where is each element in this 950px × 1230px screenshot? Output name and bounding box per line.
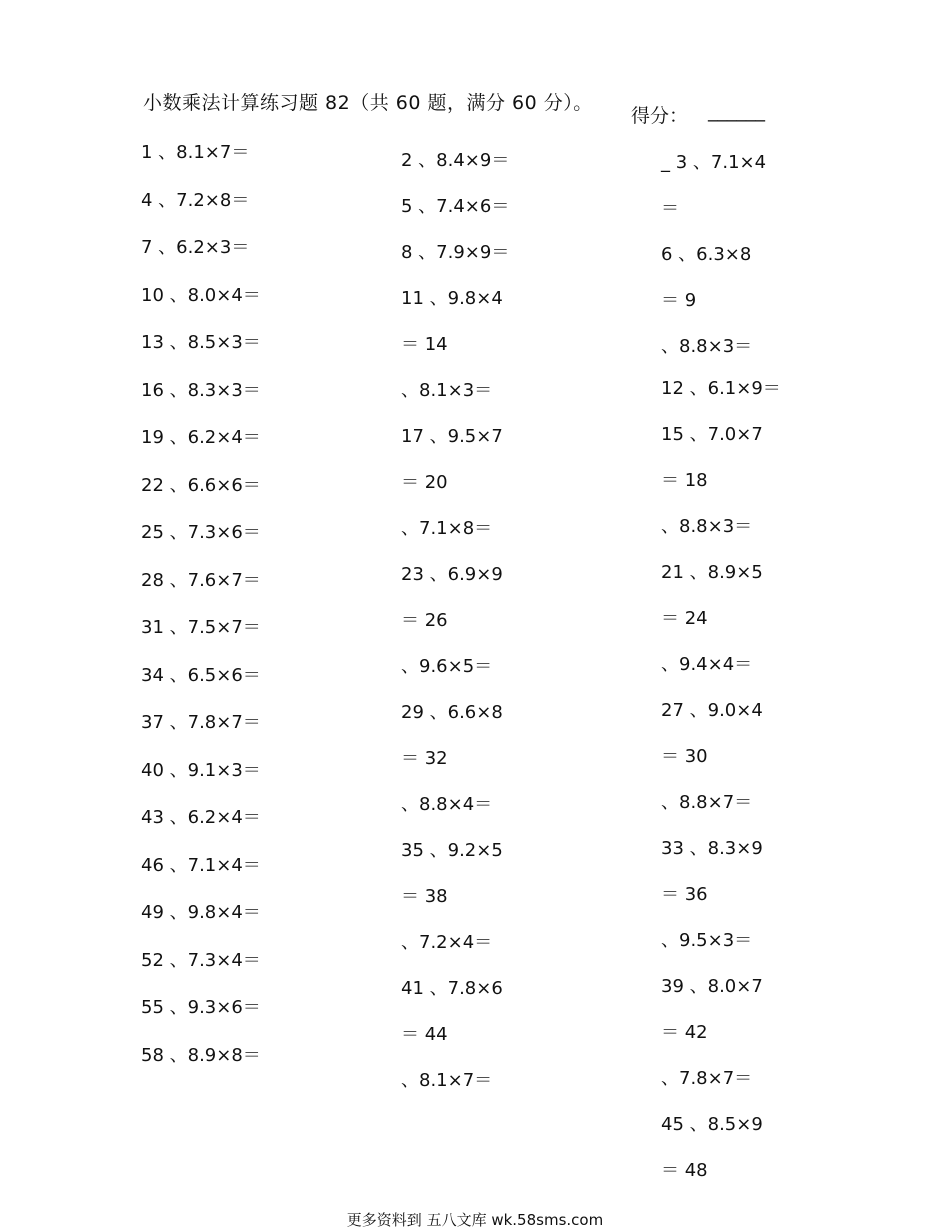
problem-line: 、7.1×8＝ (401, 518, 493, 539)
problem-line: 、8.8×7＝ (661, 792, 753, 813)
problem-line: 33 、8.3×9 (661, 838, 763, 859)
problem-line: 46 、7.1×4＝ (141, 854, 261, 876)
problem-line: 41 、7.8×6 (401, 978, 503, 999)
problem-line: 6 、6.3×8 (661, 244, 752, 265)
problem-line: 52 、7.3×4＝ (141, 949, 261, 971)
problem-line: ＝ 14 (401, 334, 448, 355)
problem-line: 23 、6.9×9 (401, 564, 503, 585)
problem-line: ＝ 24 (661, 608, 708, 629)
problem-line: 39 、8.0×7 (661, 976, 763, 997)
problem-line: 12 、6.1×9＝ (661, 378, 781, 399)
problem-line: ＝ 20 (401, 472, 448, 493)
problem-line: 25 、7.3×6＝ (141, 522, 261, 543)
problem-line: 7 、6.2×3＝ (141, 237, 250, 258)
problem-line: 22 、6.6×6＝ (141, 474, 261, 496)
problem-line: 11 、9.8×4 (401, 288, 503, 309)
problem-line: 、8.1×7＝ (401, 1070, 493, 1091)
problem-line: 13 、8.5×3＝ (141, 332, 261, 353)
problem-line: 49 、9.8×4＝ (141, 902, 261, 923)
problem-line: 10 、8.0×4＝ (141, 284, 261, 306)
problem-line: 31 、7.5×7＝ (141, 617, 261, 638)
problem-line: 、9.5×3＝ (661, 930, 753, 951)
page-title: 小数乘法计算练习题 82（共 60 题，满分 60 分）。 (143, 92, 593, 114)
problem-line: 4 、7.2×8＝ (141, 189, 250, 211)
problem-line: ＝ 26 (401, 610, 448, 631)
problem-line: ＝ 38 (401, 886, 448, 907)
problem-line: 28 、7.6×7＝ (141, 569, 261, 591)
problem-line: ＝ 9 (661, 290, 697, 311)
footer-note: 更多资料到 五八文库 wk.58sms.com (346, 1211, 604, 1229)
problem-line: 8 、7.9×9＝ (401, 242, 510, 263)
problem-line: _ 3 、7.1×4 (661, 152, 767, 173)
problem-line: 、7.8×7＝ (661, 1068, 753, 1089)
problem-line: 16 、8.3×3＝ (141, 379, 261, 401)
problem-line: 43 、6.2×4＝ (141, 807, 261, 828)
problem-line: 、8.8×4＝ (401, 794, 493, 815)
problem-line: 58 、8.9×8＝ (141, 1044, 261, 1066)
problem-line: ＝ 48 (661, 1160, 708, 1181)
problem-line: 、8.1×3＝ (401, 380, 493, 401)
score-blank: ______ (708, 100, 765, 122)
problem-line: 17 、9.5×7 (401, 426, 503, 447)
problem-line: 27 、9.0×4 (661, 700, 763, 721)
problem-line: 21 、8.9×5 (661, 562, 763, 583)
problem-line: 45 、8.5×9 (661, 1114, 763, 1135)
problem-line: ＝ 44 (401, 1024, 448, 1045)
problem-line: 55 、9.3×6＝ (141, 997, 261, 1018)
problem-line: 15 、7.0×7 (661, 424, 763, 445)
problem-line: 、9.4×4＝ (661, 654, 753, 675)
problem-line: 19 、6.2×4＝ (141, 427, 261, 448)
problem-line: ＝ 42 (661, 1022, 708, 1043)
problem-line: 40 、9.1×3＝ (141, 759, 261, 781)
problem-line: ＝ 30 (661, 746, 708, 767)
problem-line: 2 、8.4×9＝ (401, 150, 510, 171)
problem-line: 、8.8×3＝ (661, 516, 753, 537)
problem-line: 、8.8×3＝ (661, 336, 753, 357)
score-label: 得分： (631, 105, 689, 127)
problem-line: 5 、7.4×6＝ (401, 196, 510, 217)
problem-line: 34 、6.5×6＝ (141, 664, 261, 686)
problem-line: 29 、6.6×8 (401, 702, 503, 723)
problem-line: 1 、8.1×7＝ (141, 142, 250, 163)
problem-line: 35 、9.2×5 (401, 840, 503, 861)
problem-line: ＝ 32 (401, 748, 448, 769)
problem-line: 、7.2×4＝ (401, 932, 493, 953)
problem-line: ＝ 36 (661, 884, 708, 905)
problem-line: ＝ 18 (661, 470, 708, 491)
problem-line: ＝ (661, 198, 679, 219)
problem-line: 37 、7.8×7＝ (141, 712, 261, 733)
problem-line: 、9.6×5＝ (401, 656, 493, 677)
